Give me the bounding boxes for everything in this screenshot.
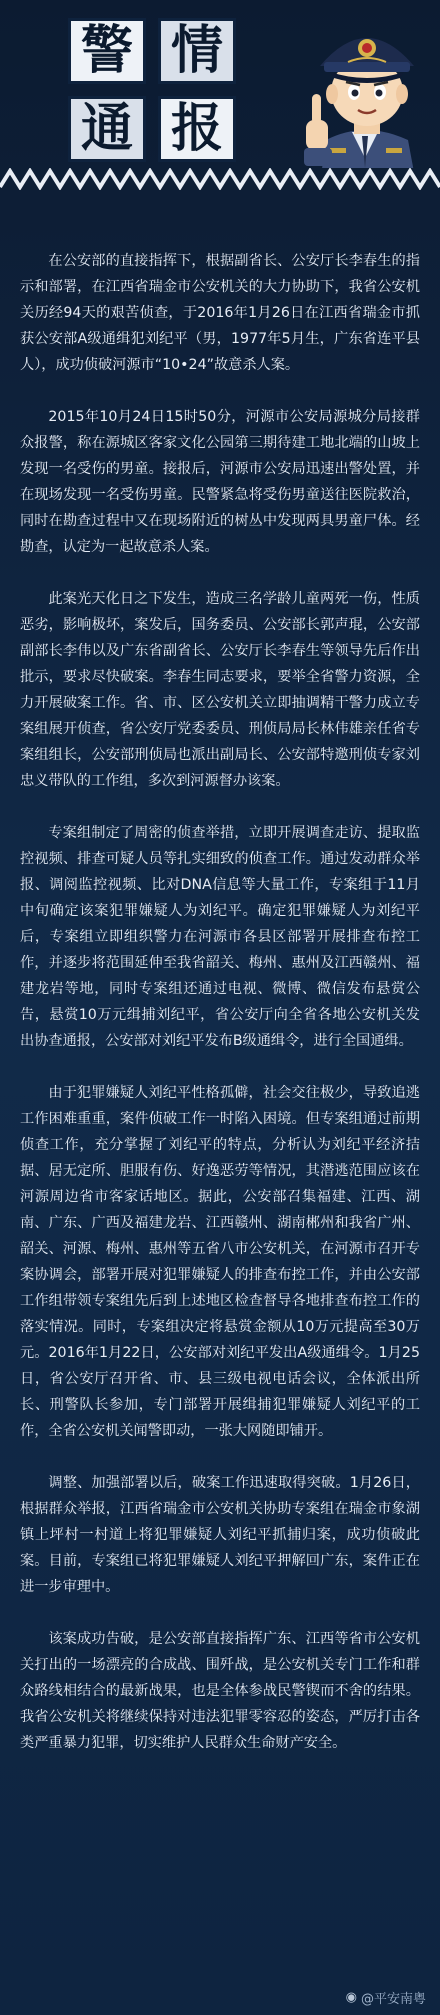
title-box-4 [158, 96, 236, 162]
alert-banner [0, 0, 440, 190]
article-paragraph: 专案组制定了周密的侦查举措，立即开展调查走访、提取监控视频、排查可疑人员等扎实细致的侦查工作。通过发动群众举报、调阅监控视频、比对DNA信息等大量工作，专案组于11月中旬确定该案犯罪嫌疑人为刘纪平。确定犯罪嫌疑人为刘纪平后，专案组立即组织警力在河源市各县区部署开展排查布控工作，并逐步将范围延伸至我省韶关、梅州、惠州及江西赣州、福建龙岩等地，同时专案组还通过电视、微博、微信发布悬赏公告，悬赏10万元缉捕刘纪平，省公安厅向全省各地公安机关发出协查通报，公安部对刘纪平发布B级通缉令，进行全国通缉。 [20, 825, 420, 1049]
title-box-3 [68, 96, 146, 162]
title-box-2 [158, 18, 236, 84]
weibo-icon: ◉ [345, 1990, 357, 2005]
title-box-1 [68, 18, 146, 84]
article-paragraph: 2015年10月24日15时50分，河源市公安局源城分局接群众报警，称在源城区客家文化公园第三期待建工地北端的山坡上发现一名受伤的男童。接报后，河源市公安局迅速出警处置，并在现场发现一名受伤男童。民警紧急将受伤男童送往医院救治，同时在勘查过程中又在现场附近的树丛中发现两具男童尸体。经勘查，认定为一起故意杀人案。 [20, 409, 420, 555]
police-mascot-illustration [290, 8, 440, 183]
article-paragraph: 在公安部的直接指挥下，根据副省长、公安厅长李春生的指示和部署，在江西省瑞金市公安机关的大力协助下，我省公安机关历经94天的艰苦侦查，于2016年1月26日在江西省瑞金市抓获公安部A级通缉犯刘纪平（男，1977年5月生，广东省连平县人），成功侦破河源市“10•24”故意杀人案。 [20, 253, 420, 373]
title-char-2: 情 [170, 20, 223, 81]
alert-article [20, 248, 420, 1756]
title-char-1: 警 [80, 20, 133, 81]
watermark-text: @平安南粤 [360, 1992, 426, 2007]
source-watermark [346, 1988, 426, 2007]
article-paragraph: 调整、加强部署以后，破案工作迅速取得突破。1月26日，根据群众举报，江西省瑞金市公安机关协助专案组在瑞金市象湖镇上坪村一村道上将犯罪嫌疑人刘纪平抓捕归案，成功侦破此案。目前，专案组已将犯罪嫌疑人刘纪平押解回广东，案件正在进一步审理中。 [20, 1475, 420, 1595]
title-char-3: 通 [80, 98, 133, 159]
article-paragraph: 该案成功告破，是公安部直接指挥广东、江西等省市公安机关打出的一场漂亮的合成战、围歼战，是公安机关专门工作和群众路线相结合的最新战果，也是全体参战民警锲而不舍的结果。我省公安机关将继续保持对违法犯罪零容忍的姿态，严厉打击各类严重暴力犯罪，切实维护人民群众生命财产安全。 [20, 1631, 420, 1751]
zigzag-border [0, 168, 440, 190]
article-paragraph: 此案光天化日之下发生，造成三名学龄儿童两死一伤，性质恶劣，影响极坏，案发后，国务委员、公安部长郭声琨，公安部副部长李伟以及广东省副省长、公安厅长李春生等领导先后作出批示，要求尽快破案。李春生同志要求，要举全省警力资源，全力开展破案工作。省、市、区公安机关立即抽调精干警力成立专案组展开侦查，省公安厅党委委员、刑侦局局长林伟雄亲任省专案组组长，公安部刑侦局也派出副局长、公安部特邀刑侦专家刘忠义带队的工作组，多次到河源督办该案。 [20, 591, 420, 789]
title-char-4: 报 [170, 98, 223, 159]
article-paragraph: 由于犯罪嫌疑人刘纪平性格孤僻，社会交往极少，导致追逃工作困难重重，案件侦破工作一时陷入困境。但专案组通过前期侦查工作，充分掌握了刘纪平的特点，分析认为刘纪平经济拮据、居无定所、胆服有伤、好逸恶劳等情况，其潜逃范围应该在河源周边省市客家话地区。据此，公安部召集福建、江西、湖南、广东、广西及福建龙岩、江西赣州、湖南郴州和我省广州、韶关、河源、梅州、惠州等五省八市公安机关，在河源市召开专案协调会，部署开展对犯罪嫌疑人的排查布控工作，并由公安部工作组带领专案组先后到上述地区检查督导各地排查布控工作的落实情况。同时，专案组决定将悬赏金额从10万元提高至30万元。2016年1月22日，公安部对刘纪平发出A级通缉令。1月25日，省公安厅召开省、市、县三级电视电话会议，全体派出所长、刑警队长参加，专门部署开展缉捕犯罪嫌疑人刘纪平的工作，全省公安机关闻警即动，一张大网随即铺开。 [20, 1085, 420, 1439]
